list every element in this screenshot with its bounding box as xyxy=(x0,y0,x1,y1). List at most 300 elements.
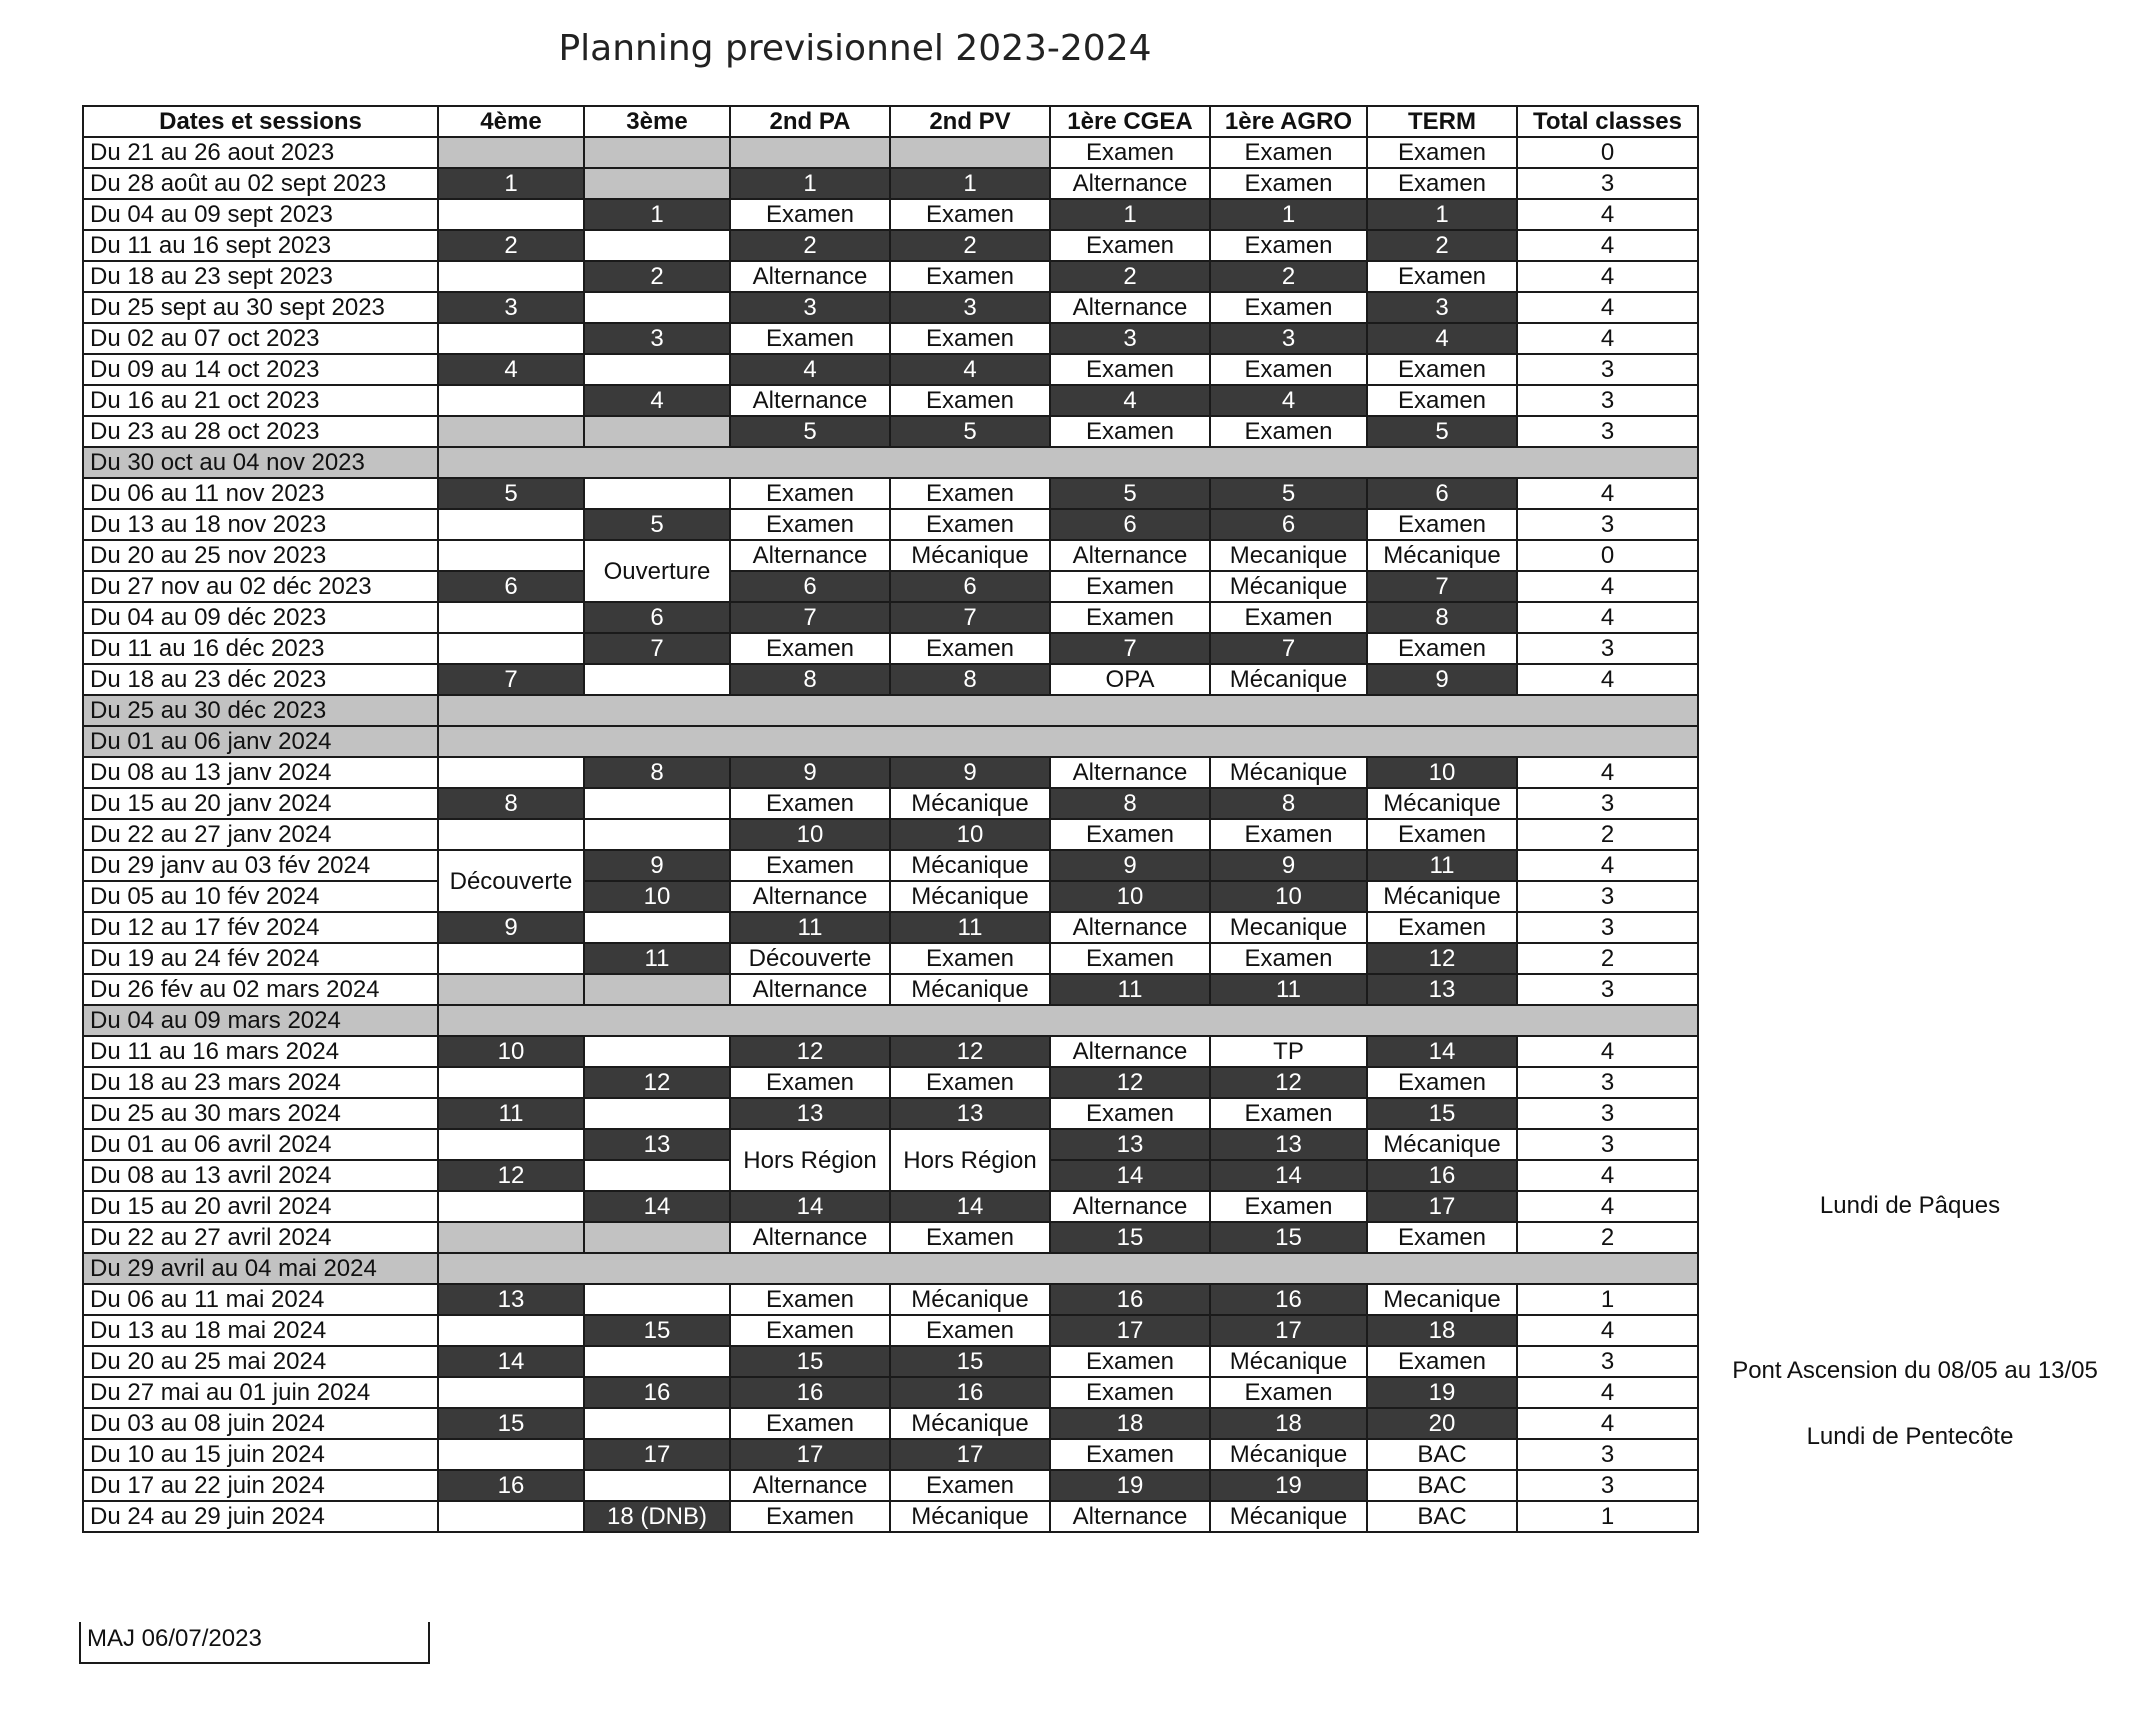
column-header: 1ère CGEA xyxy=(1050,106,1210,137)
session-date: Du 29 janv au 03 fév 2024 xyxy=(83,850,438,881)
schedule-cell: 3 xyxy=(1517,385,1698,416)
schedule-cell xyxy=(438,1315,584,1346)
schedule-cell: Mécanique xyxy=(1210,757,1367,788)
session-date: Du 25 au 30 mars 2024 xyxy=(83,1098,438,1129)
schedule-cell: Alternance xyxy=(1050,1501,1210,1532)
schedule-cell: 12 xyxy=(1367,943,1517,974)
schedule-cell: 5 xyxy=(1050,478,1210,509)
schedule-cell: 15 xyxy=(1210,1222,1367,1253)
schedule-cell: 10 xyxy=(584,881,730,912)
schedule-cell: 1 xyxy=(584,199,730,230)
schedule-cell xyxy=(438,1439,584,1470)
schedule-cell: 3 xyxy=(1517,788,1698,819)
session-date: Du 15 au 20 janv 2024 xyxy=(83,788,438,819)
schedule-cell: Examen xyxy=(730,1067,890,1098)
schedule-cell: 4 xyxy=(1517,1191,1698,1222)
schedule-cell: Examen xyxy=(1210,354,1367,385)
session-date: Du 11 au 16 déc 2023 xyxy=(83,633,438,664)
holiday-row xyxy=(83,447,1698,478)
schedule-cell: 5 xyxy=(584,509,730,540)
schedule-cell: 6 xyxy=(730,571,890,602)
schedule-cell: 8 xyxy=(890,664,1050,695)
schedule-cell: 13 xyxy=(1050,1129,1210,1160)
schedule-cell xyxy=(584,478,730,509)
schedule-cell: Examen xyxy=(890,261,1050,292)
schedule-cell xyxy=(438,757,584,788)
table-row xyxy=(83,168,1698,199)
schedule-cell: 2 xyxy=(1050,261,1210,292)
schedule-cell xyxy=(438,1191,584,1222)
holiday-row xyxy=(83,726,1698,757)
schedule-cell: Examen xyxy=(1210,1377,1367,1408)
session-date: Du 18 au 23 déc 2023 xyxy=(83,664,438,695)
schedule-cell xyxy=(438,540,584,571)
schedule-cell: 1 xyxy=(1367,199,1517,230)
schedule-cell: 18 xyxy=(1210,1408,1367,1439)
schedule-cell: Examen xyxy=(1367,509,1517,540)
session-date: Du 10 au 15 juin 2024 xyxy=(83,1439,438,1470)
schedule-cell xyxy=(584,1470,730,1501)
schedule-cell: 3 xyxy=(1517,1098,1698,1129)
holiday-band xyxy=(438,726,1698,757)
schedule-cell: 13 xyxy=(890,1098,1050,1129)
schedule-cell: 6 xyxy=(1367,478,1517,509)
schedule-cell: Examen xyxy=(1210,292,1367,323)
schedule-cell: 3 xyxy=(1517,633,1698,664)
schedule-cell xyxy=(438,261,584,292)
schedule-cell: 20 xyxy=(1367,1408,1517,1439)
schedule-cell: 3 xyxy=(890,292,1050,323)
schedule-cell: TP xyxy=(1210,1036,1367,1067)
table-row xyxy=(83,1284,1698,1315)
schedule-cell: Alternance xyxy=(1050,912,1210,943)
note-lundi-paques: Lundi de Pâques xyxy=(1819,1192,2001,1219)
schedule-cell: 18 xyxy=(1367,1315,1517,1346)
schedule-cell: 19 xyxy=(1210,1470,1367,1501)
schedule-cell: 17 xyxy=(890,1439,1050,1470)
schedule-cell: 4 xyxy=(1210,385,1367,416)
schedule-cell: Mécanique xyxy=(1210,1501,1367,1532)
schedule-cell: Hors Région xyxy=(890,1129,1050,1191)
schedule-cell: 3 xyxy=(1517,1346,1698,1377)
session-date: Du 02 au 07 oct 2023 xyxy=(83,323,438,354)
holiday-band xyxy=(438,1253,1698,1284)
schedule-cell: 4 xyxy=(1517,757,1698,788)
schedule-cell: Examen xyxy=(1367,819,1517,850)
session-date: Du 11 au 16 mars 2024 xyxy=(83,1036,438,1067)
schedule-cell: 16 xyxy=(1050,1284,1210,1315)
schedule-cell: 2 xyxy=(1210,261,1367,292)
schedule-cell: 12 xyxy=(730,1036,890,1067)
schedule-cell: 15 xyxy=(730,1346,890,1377)
schedule-cell: 3 xyxy=(584,323,730,354)
schedule-cell: Mécanique xyxy=(1367,788,1517,819)
schedule-cell: 10 xyxy=(1210,881,1367,912)
schedule-cell: Examen xyxy=(730,478,890,509)
schedule-cell: Mécanique xyxy=(1367,881,1517,912)
table-row xyxy=(83,1377,1698,1408)
schedule-cell: 7 xyxy=(1367,571,1517,602)
schedule-cell: 15 xyxy=(1050,1222,1210,1253)
session-date: Du 03 au 08 juin 2024 xyxy=(83,1408,438,1439)
schedule-cell xyxy=(584,1222,730,1253)
column-header: 3ème xyxy=(584,106,730,137)
schedule-cell: 7 xyxy=(438,664,584,695)
schedule-cell: 3 xyxy=(1517,974,1698,1005)
schedule-cell: 4 xyxy=(1517,1408,1698,1439)
session-date: Du 08 au 13 avril 2024 xyxy=(83,1160,438,1191)
column-header: TERM xyxy=(1367,106,1517,137)
schedule-cell: 4 xyxy=(1517,1377,1698,1408)
schedule-cell: Mécanique xyxy=(890,788,1050,819)
schedule-cell: Ouverture xyxy=(584,540,730,602)
table-row xyxy=(83,819,1698,850)
schedule-cell: 15 xyxy=(584,1315,730,1346)
session-date: Du 04 au 09 sept 2023 xyxy=(83,199,438,230)
session-date: Du 05 au 10 fév 2024 xyxy=(83,881,438,912)
schedule-cell: Examen xyxy=(730,788,890,819)
schedule-cell: 3 xyxy=(1210,323,1367,354)
schedule-cell xyxy=(438,974,584,1005)
schedule-cell: Examen xyxy=(730,1501,890,1532)
schedule-cell: Alternance xyxy=(730,540,890,571)
schedule-cell xyxy=(584,230,730,261)
schedule-cell: Mecanique xyxy=(1210,540,1367,571)
schedule-cell xyxy=(584,912,730,943)
table-row xyxy=(83,1470,1698,1501)
session-date: Du 18 au 23 mars 2024 xyxy=(83,1067,438,1098)
schedule-cell: 9 xyxy=(584,850,730,881)
session-date: Du 22 au 27 janv 2024 xyxy=(83,819,438,850)
schedule-cell: Découverte xyxy=(438,850,584,912)
schedule-cell: 6 xyxy=(1050,509,1210,540)
schedule-cell: Examen xyxy=(730,509,890,540)
schedule-cell: 4 xyxy=(1517,323,1698,354)
table-row xyxy=(83,1036,1698,1067)
schedule-cell xyxy=(584,292,730,323)
session-date: Du 27 nov au 02 déc 2023 xyxy=(83,571,438,602)
schedule-cell: 19 xyxy=(1367,1377,1517,1408)
schedule-cell: 2 xyxy=(1517,943,1698,974)
schedule-cell: 14 xyxy=(890,1191,1050,1222)
schedule-cell: Examen xyxy=(1367,1222,1517,1253)
schedule-cell: Examen xyxy=(890,385,1050,416)
session-date: Du 06 au 11 mai 2024 xyxy=(83,1284,438,1315)
schedule-cell: 15 xyxy=(438,1408,584,1439)
schedule-cell xyxy=(438,137,584,168)
schedule-cell: Alternance xyxy=(730,881,890,912)
schedule-cell xyxy=(584,416,730,447)
schedule-cell: 13 xyxy=(1367,974,1517,1005)
column-header: Dates et sessions xyxy=(83,106,438,137)
table-row xyxy=(83,1067,1698,1098)
schedule-cell: 16 xyxy=(1367,1160,1517,1191)
schedule-cell: 4 xyxy=(1517,199,1698,230)
schedule-cell: 16 xyxy=(730,1377,890,1408)
schedule-cell: 15 xyxy=(890,1346,1050,1377)
table-row xyxy=(83,509,1698,540)
schedule-cell: 5 xyxy=(1210,478,1367,509)
schedule-cell: Examen xyxy=(1210,168,1367,199)
session-date: Du 13 au 18 mai 2024 xyxy=(83,1315,438,1346)
schedule-cell: 3 xyxy=(1517,354,1698,385)
schedule-cell: 13 xyxy=(584,1129,730,1160)
schedule-cell: 16 xyxy=(1210,1284,1367,1315)
schedule-cell: Examen xyxy=(1367,1067,1517,1098)
schedule-cell: 13 xyxy=(438,1284,584,1315)
schedule-cell: 11 xyxy=(890,912,1050,943)
schedule-cell: Examen xyxy=(1210,416,1367,447)
schedule-cell: 14 xyxy=(438,1346,584,1377)
schedule-cell: 4 xyxy=(1517,1160,1698,1191)
schedule-cell: 1 xyxy=(1517,1501,1698,1532)
schedule-cell: 6 xyxy=(438,571,584,602)
schedule-cell: Examen xyxy=(730,1284,890,1315)
schedule-cell: Examen xyxy=(1367,168,1517,199)
schedule-cell: Mécanique xyxy=(890,881,1050,912)
schedule-cell: Alternance xyxy=(730,1470,890,1501)
table-row xyxy=(83,1501,1698,1532)
schedule-cell xyxy=(584,664,730,695)
holiday-row xyxy=(83,1005,1698,1036)
schedule-cell: 18 xyxy=(1050,1408,1210,1439)
schedule-cell: Examen xyxy=(730,199,890,230)
schedule-cell: 1 xyxy=(890,168,1050,199)
schedule-cell: 3 xyxy=(1517,1067,1698,1098)
schedule-cell: Examen xyxy=(890,478,1050,509)
schedule-cell: 1 xyxy=(1517,1284,1698,1315)
schedule-cell: 5 xyxy=(438,478,584,509)
table-row xyxy=(83,323,1698,354)
column-header: 4ème xyxy=(438,106,584,137)
table-row xyxy=(83,850,1698,881)
schedule-cell: Mécanique xyxy=(1210,664,1367,695)
schedule-cell: Examen xyxy=(890,1222,1050,1253)
session-date: Du 26 fév au 02 mars 2024 xyxy=(83,974,438,1005)
schedule-cell: 16 xyxy=(890,1377,1050,1408)
schedule-cell: 4 xyxy=(1517,478,1698,509)
schedule-cell: BAC xyxy=(1367,1501,1517,1532)
session-date: Du 17 au 22 juin 2024 xyxy=(83,1470,438,1501)
schedule-cell: Examen xyxy=(890,1315,1050,1346)
schedule-cell: 5 xyxy=(730,416,890,447)
schedule-cell: Examen xyxy=(1367,633,1517,664)
table-row xyxy=(83,943,1698,974)
schedule-cell: 3 xyxy=(1517,912,1698,943)
session-date: Du 28 août au 02 sept 2023 xyxy=(83,168,438,199)
schedule-cell xyxy=(584,788,730,819)
schedule-cell: 8 xyxy=(1367,602,1517,633)
table-row xyxy=(83,1439,1698,1470)
schedule-cell: 9 xyxy=(1367,664,1517,695)
session-date: Du 24 au 29 juin 2024 xyxy=(83,1501,438,1532)
schedule-cell xyxy=(584,1160,730,1191)
schedule-cell: 4 xyxy=(438,354,584,385)
schedule-cell xyxy=(730,137,890,168)
schedule-cell: 3 xyxy=(1517,416,1698,447)
schedule-cell xyxy=(584,354,730,385)
schedule-cell: 10 xyxy=(1050,881,1210,912)
schedule-cell: 10 xyxy=(890,819,1050,850)
note-pont-ascension: Pont Ascension du 08/05 au 13/05 xyxy=(1732,1357,2098,1384)
schedule-cell xyxy=(438,199,584,230)
schedule-cell: 18 (DNB) xyxy=(584,1501,730,1532)
session-date: Du 04 au 09 déc 2023 xyxy=(83,602,438,633)
schedule-cell: 13 xyxy=(730,1098,890,1129)
schedule-cell: Examen xyxy=(1050,230,1210,261)
schedule-cell: Alternance xyxy=(730,261,890,292)
schedule-cell: 11 xyxy=(1367,850,1517,881)
schedule-cell: 3 xyxy=(1517,1470,1698,1501)
schedule-cell: 11 xyxy=(1050,974,1210,1005)
schedule-cell: 7 xyxy=(1050,633,1210,664)
schedule-cell: Mécanique xyxy=(890,1408,1050,1439)
schedule-cell: Examen xyxy=(890,1067,1050,1098)
schedule-cell: 12 xyxy=(584,1067,730,1098)
schedule-cell: Alternance xyxy=(1050,168,1210,199)
schedule-cell: 3 xyxy=(1517,1439,1698,1470)
session-date: Du 06 au 11 nov 2023 xyxy=(83,478,438,509)
table-row xyxy=(83,602,1698,633)
schedule-cell xyxy=(438,1222,584,1253)
schedule-cell: Examen xyxy=(1050,602,1210,633)
schedule-cell: 13 xyxy=(1210,1129,1367,1160)
schedule-cell: 4 xyxy=(1517,571,1698,602)
table-row xyxy=(83,881,1698,912)
schedule-cell: 9 xyxy=(730,757,890,788)
schedule-cell: 3 xyxy=(730,292,890,323)
schedule-cell: 2 xyxy=(730,230,890,261)
schedule-cell: Mécanique xyxy=(1210,1346,1367,1377)
schedule-cell: 12 xyxy=(890,1036,1050,1067)
schedule-cell: Alternance xyxy=(1050,540,1210,571)
schedule-cell: 4 xyxy=(730,354,890,385)
schedule-cell: 14 xyxy=(1050,1160,1210,1191)
holiday-row xyxy=(83,1253,1698,1284)
schedule-cell: Examen xyxy=(1367,912,1517,943)
schedule-cell: Examen xyxy=(890,1470,1050,1501)
schedule-cell: Mécanique xyxy=(890,1501,1050,1532)
schedule-cell: Examen xyxy=(890,199,1050,230)
schedule-cell: 10 xyxy=(1367,757,1517,788)
session-date: Du 13 au 18 nov 2023 xyxy=(83,509,438,540)
note-lundi-pentecote: Lundi de Pentecôte xyxy=(1806,1423,2014,1450)
schedule-cell: 9 xyxy=(438,912,584,943)
table-row xyxy=(83,385,1698,416)
schedule-cell: Examen xyxy=(1050,943,1210,974)
schedule-cell xyxy=(584,1098,730,1129)
column-header: 1ère AGRO xyxy=(1210,106,1367,137)
schedule-cell: OPA xyxy=(1050,664,1210,695)
schedule-cell: 3 xyxy=(1517,1129,1698,1160)
schedule-cell: Examen xyxy=(1367,261,1517,292)
schedule-cell: 4 xyxy=(1517,664,1698,695)
table-row xyxy=(83,230,1698,261)
schedule-cell: 11 xyxy=(584,943,730,974)
schedule-cell: 17 xyxy=(1210,1315,1367,1346)
schedule-cell: 6 xyxy=(890,571,1050,602)
schedule-cell: Examen xyxy=(1367,385,1517,416)
schedule-cell: 14 xyxy=(1367,1036,1517,1067)
schedule-cell xyxy=(438,1067,584,1098)
schedule-cell: Mécanique xyxy=(890,1284,1050,1315)
schedule-cell: 8 xyxy=(584,757,730,788)
table-row xyxy=(83,199,1698,230)
schedule-cell: Examen xyxy=(1210,943,1367,974)
schedule-cell: Examen xyxy=(1210,230,1367,261)
schedule-cell: 4 xyxy=(584,385,730,416)
schedule-cell: Examen xyxy=(1050,137,1210,168)
schedule-cell: Mécanique xyxy=(1210,571,1367,602)
schedule-cell: Examen xyxy=(730,850,890,881)
schedule-cell: Alternance xyxy=(1050,757,1210,788)
schedule-cell: 7 xyxy=(730,602,890,633)
schedule-cell: 1 xyxy=(1050,199,1210,230)
schedule-cell: Examen xyxy=(890,943,1050,974)
session-date: Du 29 avril au 04 mai 2024 xyxy=(83,1253,438,1284)
session-date: Du 04 au 09 mars 2024 xyxy=(83,1005,438,1036)
schedule-cell: Découverte xyxy=(730,943,890,974)
schedule-cell: 5 xyxy=(1367,416,1517,447)
schedule-cell xyxy=(584,819,730,850)
table-row xyxy=(83,633,1698,664)
schedule-cell: 14 xyxy=(1210,1160,1367,1191)
schedule-cell: Examen xyxy=(1050,354,1210,385)
schedule-cell: Examen xyxy=(1050,1439,1210,1470)
schedule-cell: Mécanique xyxy=(1210,1439,1367,1470)
table-row xyxy=(83,1222,1698,1253)
schedule-cell: 6 xyxy=(584,602,730,633)
schedule-cell: Examen xyxy=(730,1408,890,1439)
session-date: Du 22 au 27 avril 2024 xyxy=(83,1222,438,1253)
schedule-cell: 11 xyxy=(730,912,890,943)
schedule-cell xyxy=(890,137,1050,168)
schedule-cell: 2 xyxy=(438,230,584,261)
table-row xyxy=(83,416,1698,447)
schedule-cell xyxy=(584,1408,730,1439)
schedule-cell: Examen xyxy=(1050,416,1210,447)
schedule-cell xyxy=(438,385,584,416)
schedule-cell: Examen xyxy=(1050,1377,1210,1408)
schedule-cell: 17 xyxy=(1367,1191,1517,1222)
schedule-cell: 4 xyxy=(1517,850,1698,881)
session-date: Du 20 au 25 nov 2023 xyxy=(83,540,438,571)
schedule-cell: Examen xyxy=(890,509,1050,540)
schedule-cell: 5 xyxy=(890,416,1050,447)
schedule-cell xyxy=(438,1129,584,1160)
schedule-cell: Mecanique xyxy=(1210,912,1367,943)
schedule-cell: BAC xyxy=(1367,1439,1517,1470)
schedule-cell: 3 xyxy=(1517,168,1698,199)
schedule-cell: 7 xyxy=(890,602,1050,633)
table-row xyxy=(83,1408,1698,1439)
schedule-cell: 12 xyxy=(438,1160,584,1191)
schedule-cell: 1 xyxy=(1210,199,1367,230)
schedule-cell: 4 xyxy=(1050,385,1210,416)
schedule-cell xyxy=(584,1036,730,1067)
holiday-row xyxy=(83,695,1698,726)
schedule-cell: 3 xyxy=(1367,292,1517,323)
table-row xyxy=(83,571,1698,602)
schedule-cell: 0 xyxy=(1517,137,1698,168)
schedule-cell: 16 xyxy=(584,1377,730,1408)
schedule-cell xyxy=(438,416,584,447)
schedule-cell: Examen xyxy=(1367,354,1517,385)
table-row xyxy=(83,757,1698,788)
session-date: Du 19 au 24 fév 2024 xyxy=(83,943,438,974)
schedule-cell: 4 xyxy=(1517,602,1698,633)
schedule-cell: 4 xyxy=(1517,292,1698,323)
